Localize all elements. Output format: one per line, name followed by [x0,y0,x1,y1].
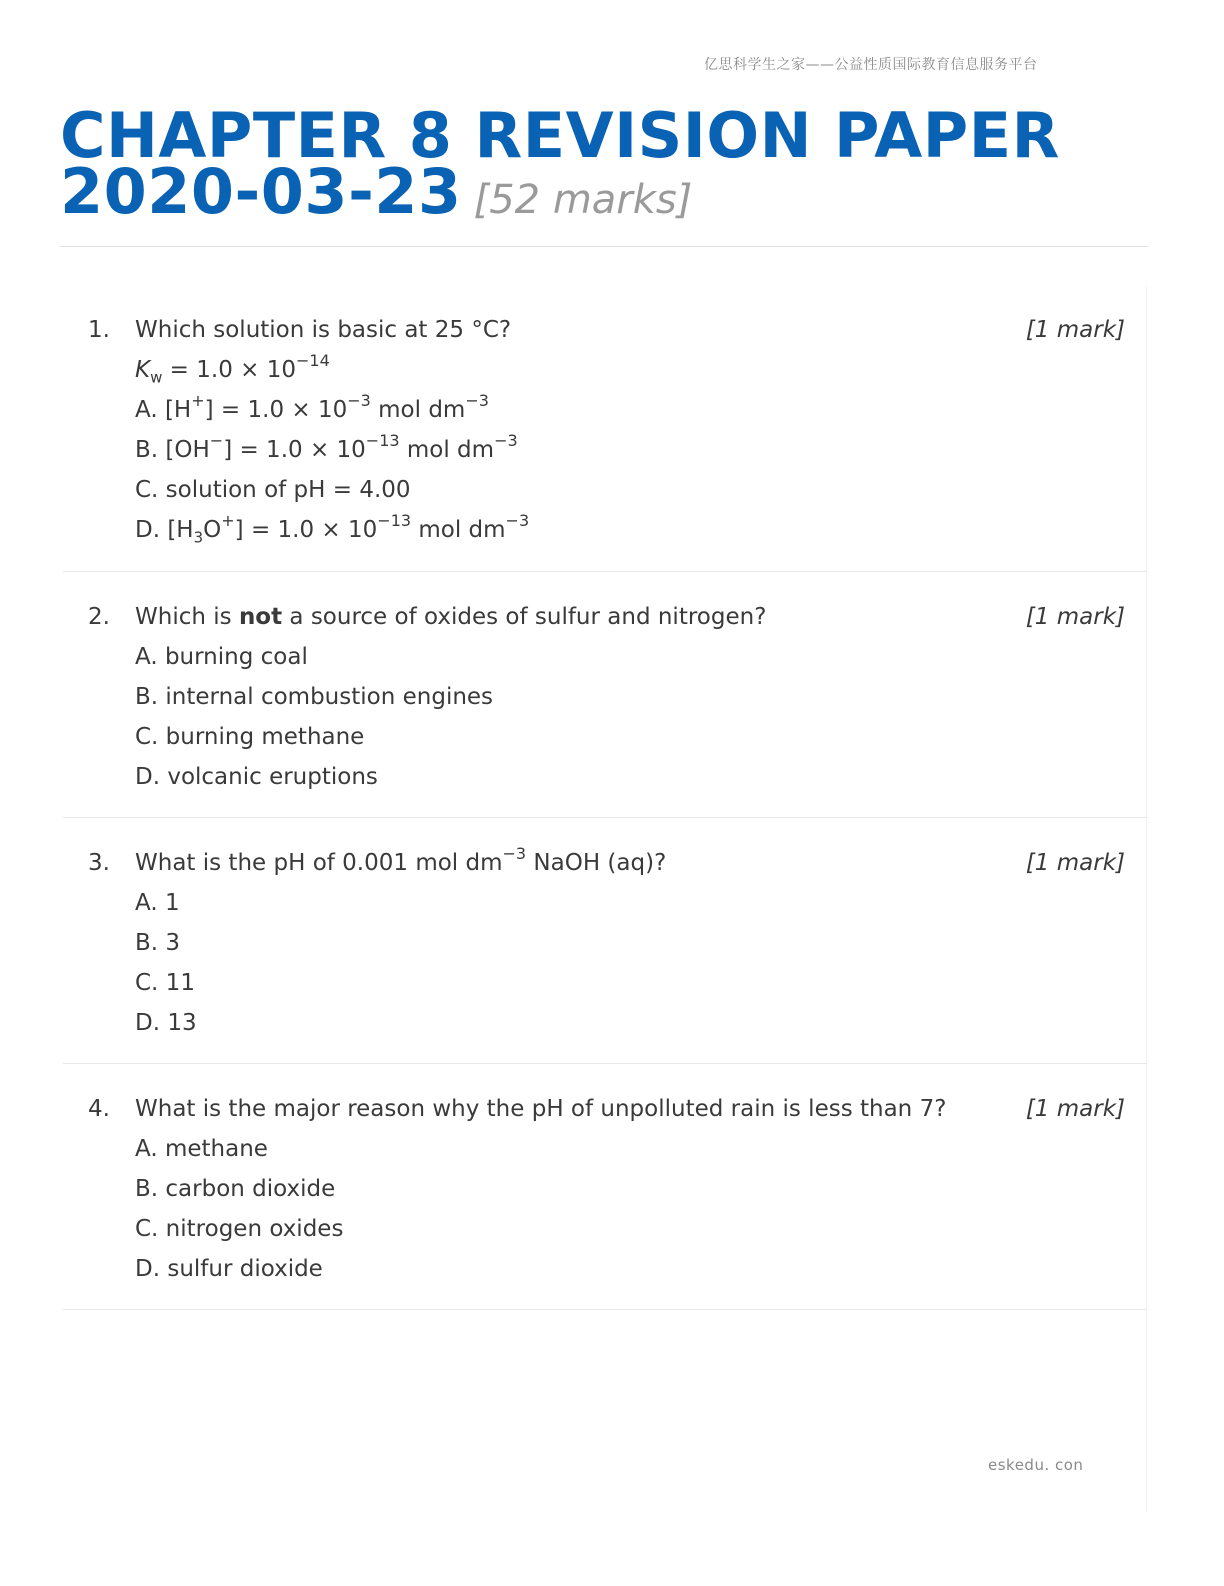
option-text: ] = 1.0 × 10 [234,517,378,543]
question-body [135,597,766,797]
option-d [135,510,529,550]
total-marks: [52 marks] [473,177,693,223]
superscript: −13 [377,511,412,531]
question-body [135,1089,946,1289]
question-text [135,597,766,637]
emphasis-text: not [238,604,283,630]
question-number: 3. [88,850,110,876]
option-text: ] = 1.0 × 10 [223,437,366,463]
question-body [135,310,529,550]
question-1 [63,286,1147,572]
question-2 [63,573,1147,818]
unit-text: mol dm [370,397,466,423]
superscript: + [221,511,235,531]
question-marks: [1 mark] [1025,1096,1125,1122]
title-line-2: 2020-03-23 [60,155,462,228]
option-b: B. internal combustion engines [135,684,494,710]
page-title [60,99,1060,228]
option-c: C. burning methane [135,724,365,750]
question-4 [63,1065,1147,1310]
option-text: ] = 1.0 × 10 [204,397,348,423]
question-text: Which solution is basic at 25 °C? [135,317,512,343]
superscript: −3 [505,511,530,531]
question-text-part: NaOH (aq)? [526,850,667,876]
subscript: 3 [193,528,204,547]
option-text: A. [H [135,397,192,423]
option-d: D. sulfur dioxide [135,1256,323,1282]
option-c: C. nitrogen oxides [135,1216,344,1242]
question-text-part: Which is [135,604,239,630]
option-a: A. methane [135,1136,268,1162]
superscript: −3 [465,391,489,411]
option-d: D. 13 [135,1010,197,1036]
question-3 [63,819,1147,1064]
option-c: C. 11 [135,970,195,996]
kw-exponent: −14 [296,351,330,371]
option-a [135,390,529,430]
option-b: B. carbon dioxide [135,1176,336,1202]
superscript: −13 [365,431,400,451]
option-text: O [203,517,222,543]
site-footer: eskedu. con [988,1456,1084,1474]
question-marks: [1 mark] [1025,317,1125,343]
kw-value: = 1.0 × 10 [162,357,297,383]
question-number: 4. [88,1096,110,1122]
option-c: C. solution of pH = 4.00 [135,477,411,503]
site-header: 亿思科学生之家——公益性质国际教育信息服务平台 [704,57,1038,73]
question-text [135,843,666,883]
option-b [135,430,529,470]
option-a: A. burning coal [135,644,308,670]
questions-panel [63,286,1147,1512]
unit-text: mol dm [411,517,506,543]
superscript: −3 [502,844,527,864]
title-divider [60,246,1148,247]
superscript: −3 [494,431,518,451]
kw-symbol: K [135,357,151,383]
question-text-part: a source of oxides of sulfur and nitrogen? [282,604,767,630]
superscript: + [191,391,205,411]
superscript: −3 [347,391,371,411]
question-marks: [1 mark] [1025,850,1125,876]
superscript: − [209,431,224,451]
option-a: A. 1 [135,890,180,916]
question-number: 2. [88,604,110,630]
title-line-1: CHAPTER 8 REVISION PAPER [60,99,1060,172]
option-d: D. volcanic eruptions [135,764,378,790]
option-b: B. 3 [135,930,181,956]
question-text-part: What is the pH of 0.001 mol dm [135,850,503,876]
option-text: B. [OH [135,437,210,463]
question-text: What is the major reason why the pH of unpolluted rain is less than 7? [135,1096,947,1122]
kw-subscript: w [150,368,163,387]
kw-expression [135,350,529,390]
question-body [135,843,666,1043]
question-marks: [1 mark] [1025,604,1125,630]
unit-text: mol dm [399,437,495,463]
question-number: 1. [88,317,110,343]
option-text: D. [H [135,517,194,543]
